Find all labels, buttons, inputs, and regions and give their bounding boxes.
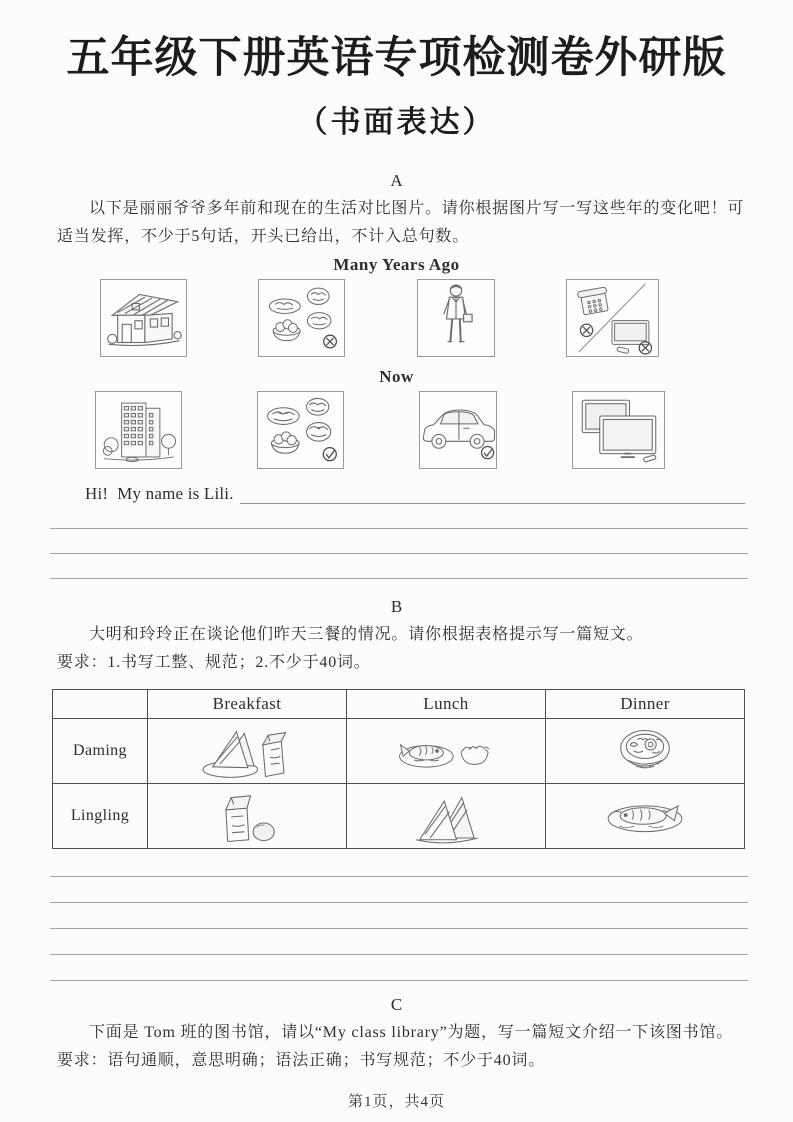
check-mark-icon: [323, 448, 336, 461]
row-label-lingling: Lingling: [53, 784, 148, 849]
check-mark-icon: [481, 447, 493, 459]
picture-box: [417, 279, 495, 357]
writing-line: [50, 902, 748, 903]
instruction-line: 以下是丽丽爷爷多年前和现在的生活对比图片。请你根据图片写一写这些年的变化吧！可: [89, 200, 745, 218]
section-b-label: B: [390, 597, 403, 617]
pictures-row-ago: [100, 279, 659, 357]
meal-cell: [148, 719, 347, 784]
table-corner-cell: [53, 690, 148, 719]
two-tvs-icon: [576, 395, 662, 465]
instruction-line: 要求：语句通顺，意思明确；语法正确；书写规范；不少于40词。: [57, 1052, 546, 1070]
column-header-breakfast: Breakfast: [148, 690, 347, 719]
section-a-instructions: [57, 195, 745, 251]
writing-line: [50, 980, 748, 981]
meal-cell: [546, 784, 745, 849]
picture-box: [566, 279, 659, 357]
writing-line: [50, 954, 748, 955]
cross-mark-icon: [324, 336, 337, 349]
opening-sentence: Hi! My name is Lili.: [85, 484, 234, 504]
column-header-dinner: Dinner: [546, 690, 745, 719]
picture-box: [257, 391, 344, 469]
section-a-label: A: [390, 171, 403, 191]
phone-tv-icon: [570, 282, 654, 354]
writing-line: [50, 553, 748, 554]
car-icon: [418, 398, 498, 462]
writing-line: [240, 483, 745, 504]
writing-line: [50, 928, 748, 929]
many-years-ago-title: Many Years Ago: [333, 255, 460, 275]
row-label-daming: Daming: [53, 719, 148, 784]
fish-rice-icon: [391, 726, 501, 776]
instruction-line: 大明和玲玲正在谈论他们昨天三餐的情况。请你根据表格提示写一篇短文。: [89, 626, 644, 644]
page-number: 第1页，共4页: [347, 1094, 445, 1110]
instruction-line: 下面是 Tom 班的图书馆，请以“My class library”为题，写一篇短文介绍一下该图书馆。: [89, 1024, 734, 1042]
opening-sentence-row: [85, 483, 745, 504]
sandwich-milk-icon: [191, 722, 303, 780]
picture-box: [572, 391, 665, 469]
picture-box: [419, 391, 497, 469]
pictures-row-now: [95, 391, 665, 469]
writing-line: [50, 528, 748, 529]
instruction-line: 适当发挥，不少于5句话，开头已给出，不计入总句数。: [57, 228, 470, 246]
noodle-soup-icon: [614, 723, 676, 779]
house-icon: [105, 287, 183, 349]
section-c-instructions: [57, 1019, 745, 1075]
simple-meals-icon: [264, 284, 340, 352]
table-row: [53, 719, 745, 784]
meal-table: [52, 689, 745, 849]
apartment-building-icon: [99, 395, 179, 465]
cross-mark-icon: [581, 325, 593, 337]
table-row: [53, 784, 745, 849]
sandwich-icon: [406, 787, 486, 845]
instruction-line: 要求：1.书写工整、规范；2.不少于40词。: [57, 654, 371, 672]
section-c-label: C: [390, 995, 403, 1015]
meal-cell: [148, 784, 347, 849]
picture-box: [95, 391, 182, 469]
picture-box: [100, 279, 187, 357]
exam-subtitle: （书面表达）: [297, 106, 496, 140]
now-title: Now: [379, 367, 414, 387]
milk-egg-icon: [204, 787, 290, 845]
writing-line: [50, 876, 748, 877]
column-header-lunch: Lunch: [347, 690, 546, 719]
writing-line: [50, 578, 748, 579]
meal-cell: [347, 719, 546, 784]
picture-box: [258, 279, 345, 357]
rich-meals-icon: [262, 395, 340, 465]
section-b-instructions: [57, 621, 745, 677]
walking-man-icon: [435, 283, 477, 353]
meal-cell: [546, 719, 745, 784]
exam-title: 五年级下册英语专项检测卷外研版: [66, 35, 727, 82]
meal-cell: [347, 784, 546, 849]
fish-dish-icon: [593, 793, 697, 839]
table-header-row: [53, 690, 745, 719]
